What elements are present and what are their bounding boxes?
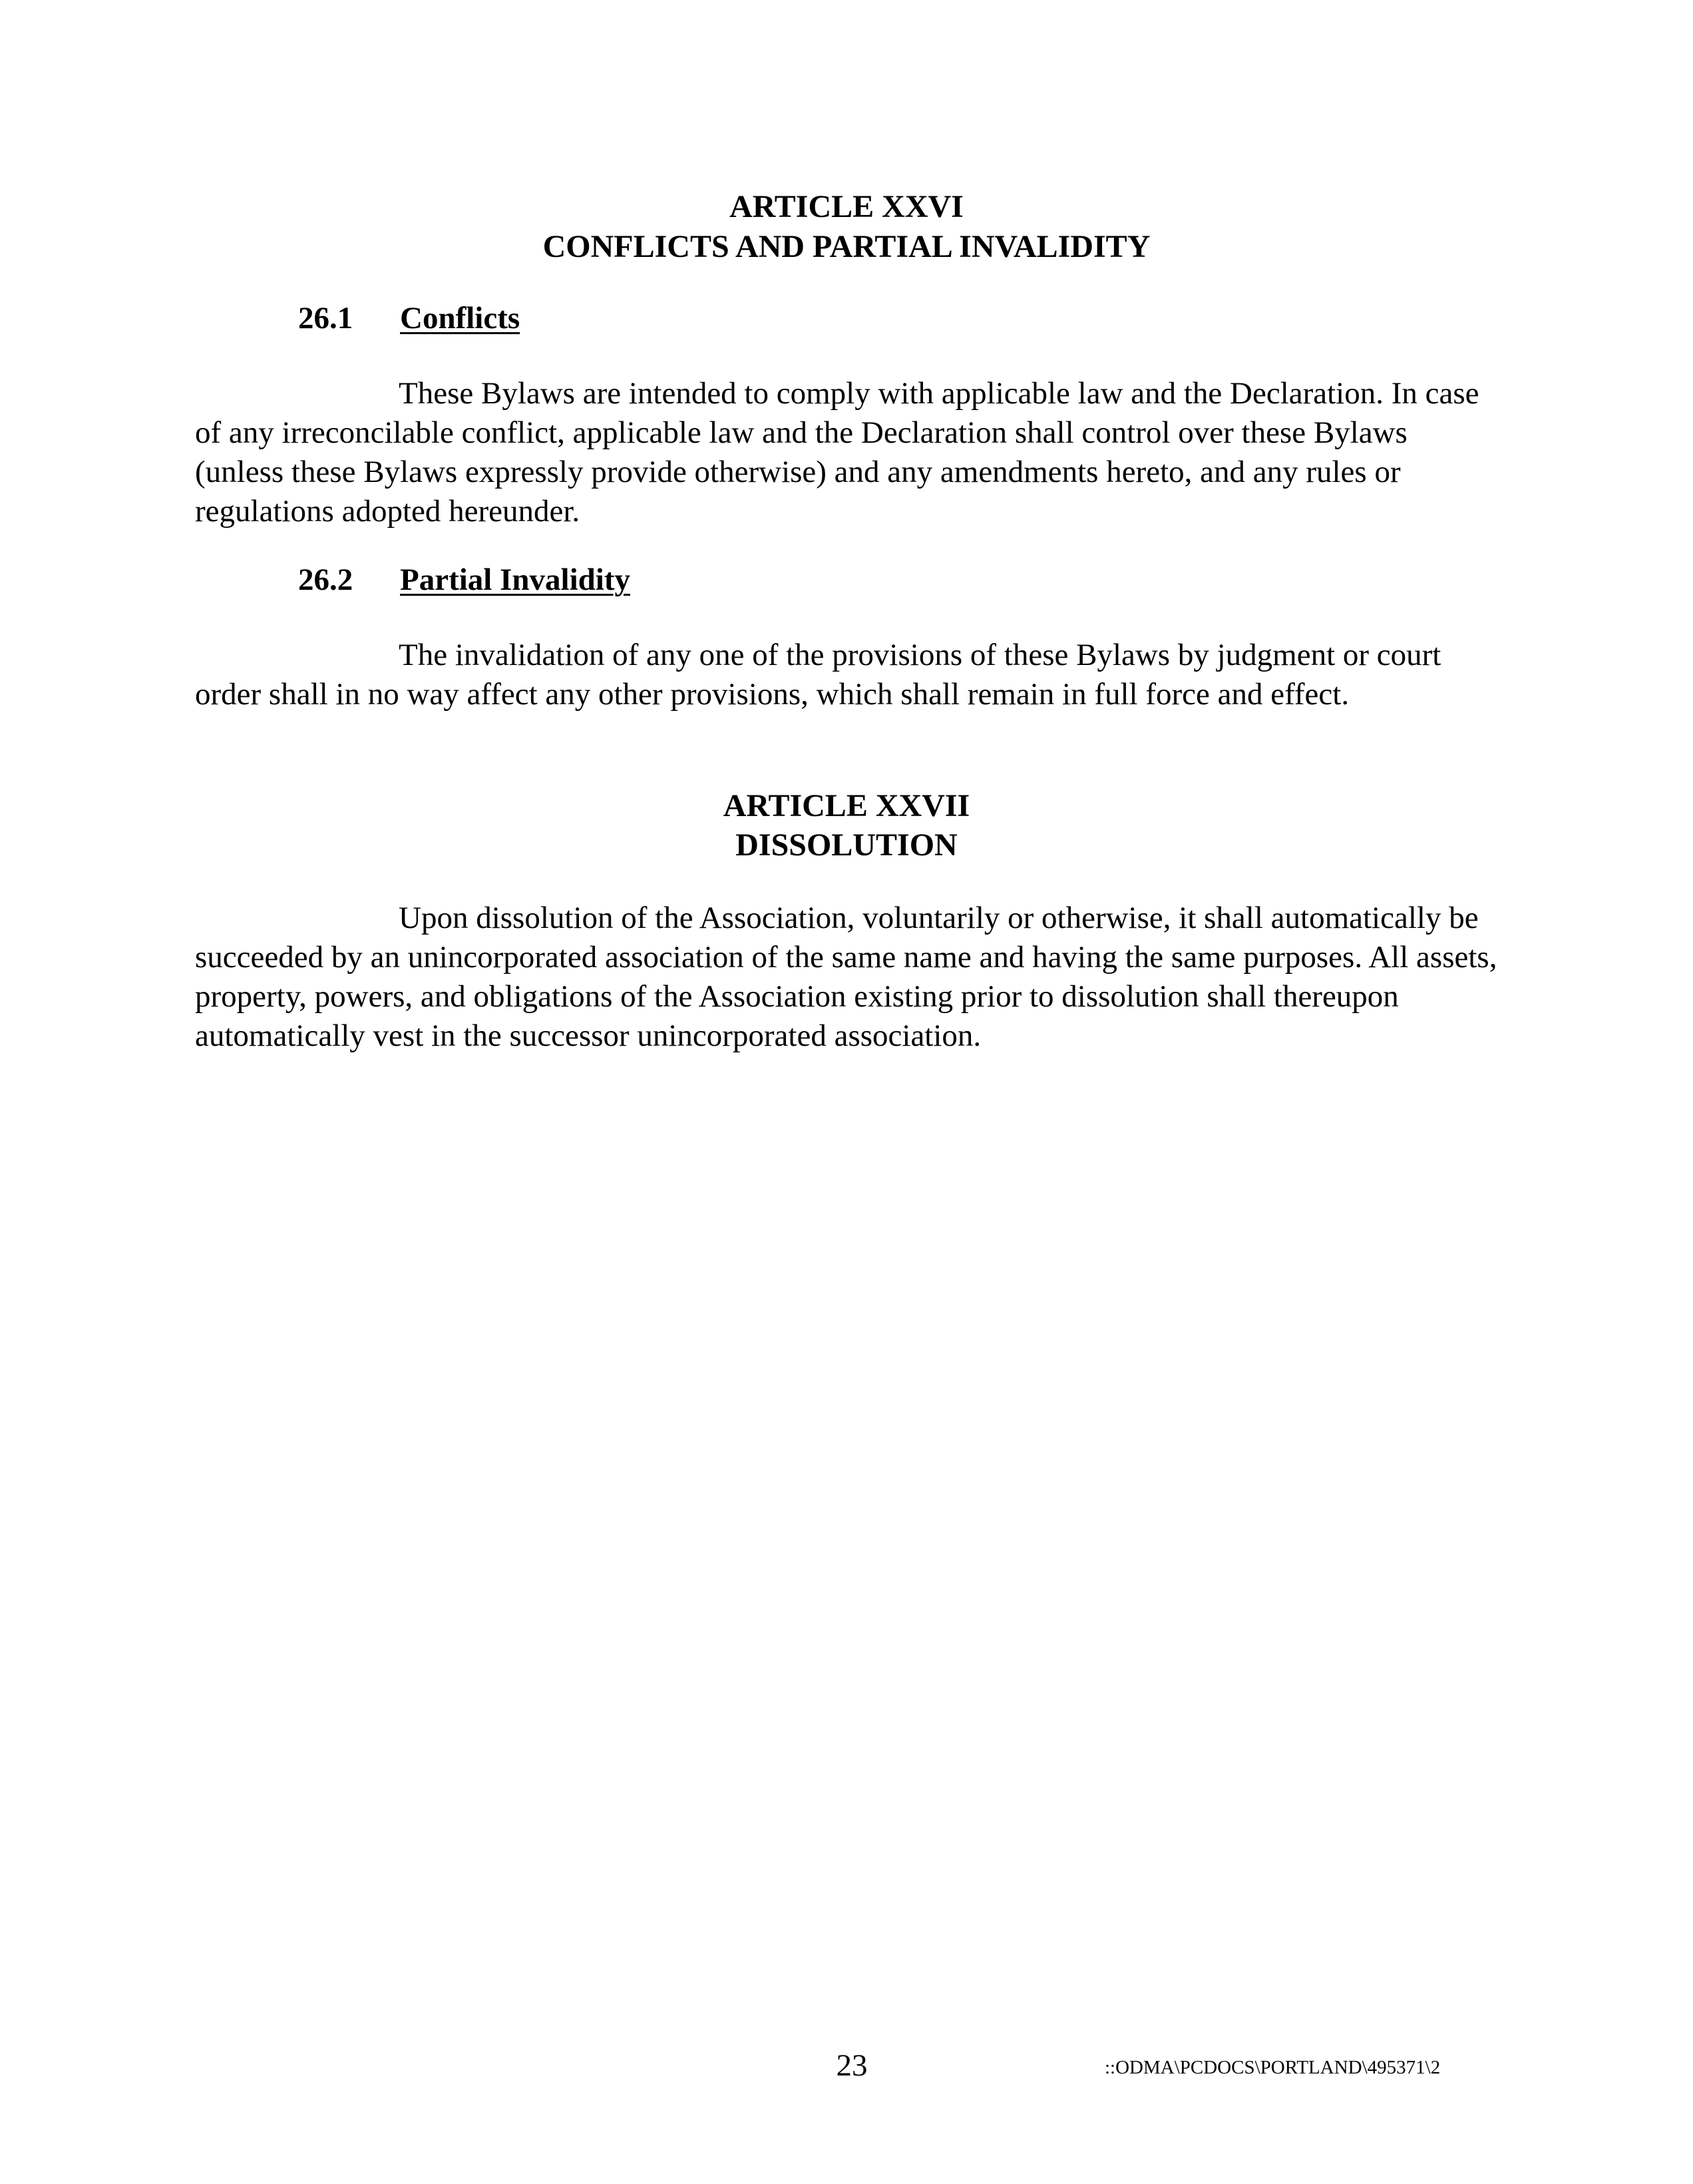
page-number: 23 [836,2048,868,2083]
article-27-subtitle: DISSOLUTION [735,827,958,863]
article-27-body: Upon dissolution of the Association, voluntarily or otherwise, it shall automatically be succeeded by an unincorporated association of the same name and having the same purposes. All assets, property, powers, and obligations of the Association existing prior to dissolution shall thereupon automatically vest in the successor unincorporated association. [195,901,1497,1053]
section-26-1-title: Conflicts [400,301,520,335]
section-26-2-body: The invalidation of any one of the provisions of these Bylaws by judgment or court order shall in no way affect any other provisions, which shall remain in full force and effect. [195,638,1441,712]
article-27-title: ARTICLE XXVII [723,788,970,823]
section-26-1-body: These Bylaws are intended to comply with applicable law and the Declaration. In case of any irreconcilable conflict, applicable law and the Declaration shall control over these Bylaws (unless these Bylaws expressly provide otherwise) and any amendments hereto, and any rules or regulations adopted hereunder. [195,376,1479,529]
article-26-title: ARTICLE XXVI [729,189,964,224]
section-26-1-number: 26.1 [298,301,353,335]
article-26-subtitle: CONFLICTS AND PARTIAL INVALIDITY [542,229,1151,264]
section-26-2-title: Partial Invalidity [400,562,630,597]
document-id: ::ODMA\PCDOCS\PORTLAND\495371\2 [1105,2057,1441,2078]
section-26-2-number: 26.2 [298,562,353,597]
